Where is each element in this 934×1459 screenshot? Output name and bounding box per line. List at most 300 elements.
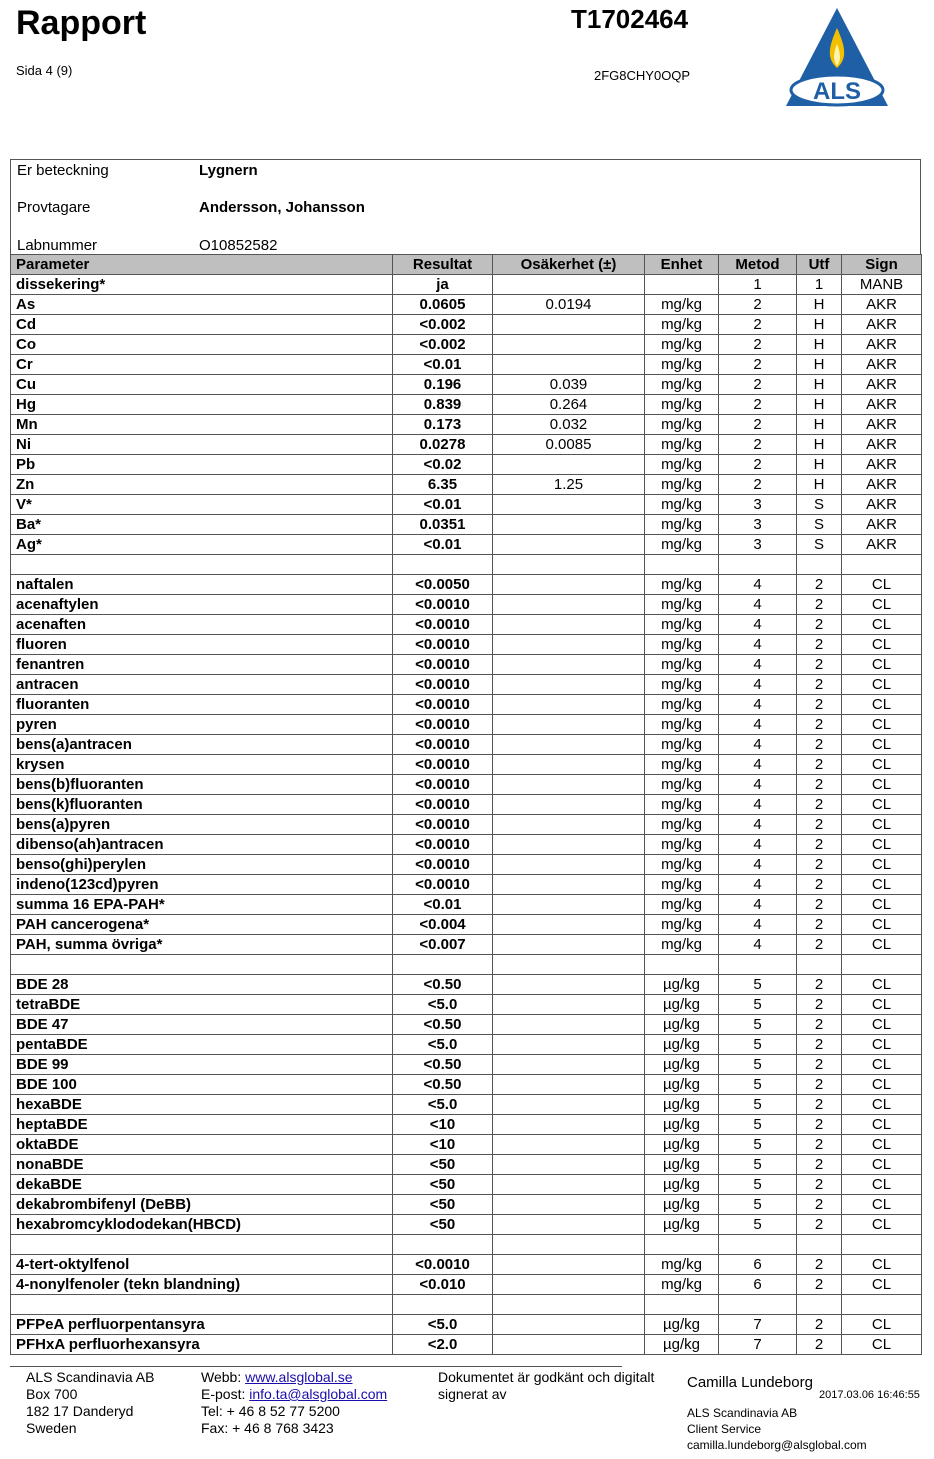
cell-uncertainty <box>493 595 645 615</box>
cell-uncertainty <box>493 775 645 795</box>
sampler-label: Provtagare <box>17 199 91 216</box>
email-label: E-post: <box>201 1386 246 1402</box>
cell-sign: CL <box>842 635 922 655</box>
cell-unit: mg/kg <box>645 635 719 655</box>
cell-parameter: summa 16 EPA-PAH* <box>11 895 393 915</box>
cell-uncertainty <box>493 655 645 675</box>
cell-result: <0.0010 <box>393 635 493 655</box>
table-row <box>11 1315 922 1335</box>
cell-sign: AKR <box>842 515 922 535</box>
cell-sign: CL <box>842 1155 922 1175</box>
table-spacer-row <box>11 1235 922 1255</box>
cell-result: <50 <box>393 1195 493 1215</box>
cell-method <box>719 955 797 975</box>
cell-result: ja <box>393 275 493 295</box>
cell-uncertainty <box>493 995 645 1015</box>
cell-sign: CL <box>842 595 922 615</box>
cell-unit: mg/kg <box>645 575 719 595</box>
cell-method: 2 <box>719 335 797 355</box>
cell-utf: 2 <box>797 1015 842 1035</box>
report-title: Rapport <box>16 4 147 42</box>
cell-result: <50 <box>393 1155 493 1175</box>
table-row <box>11 975 922 995</box>
cell-uncertainty <box>493 1035 645 1055</box>
table-row <box>11 495 922 515</box>
table-row <box>11 375 922 395</box>
cell-utf: 2 <box>797 595 842 615</box>
cell-parameter: BDE 100 <box>11 1075 393 1095</box>
cell-uncertainty <box>493 715 645 735</box>
cell-uncertainty <box>493 855 645 875</box>
cell-sign: CL <box>842 715 922 735</box>
cell-parameter: Zn <box>11 475 393 495</box>
cell-sign <box>842 1295 922 1315</box>
header-uncertainty: Osäkerhet (±) <box>493 255 645 275</box>
cell-uncertainty <box>493 555 645 575</box>
cell-result: <50 <box>393 1175 493 1195</box>
table-row <box>11 1275 922 1295</box>
cell-result: <0.0010 <box>393 655 493 675</box>
cell-parameter: oktaBDE <box>11 1135 393 1155</box>
email-row <box>201 1386 387 1403</box>
cell-method: 7 <box>719 1315 797 1335</box>
cell-utf: S <box>797 535 842 555</box>
footer-company <box>26 1369 154 1437</box>
cell-sign: MANB <box>842 275 922 295</box>
cell-utf: 2 <box>797 1335 842 1355</box>
cell-sign: CL <box>842 855 922 875</box>
cell-method: 4 <box>719 715 797 735</box>
cell-sign: CL <box>842 795 922 815</box>
cell-sign: CL <box>842 1215 922 1235</box>
table-row <box>11 1095 922 1115</box>
cell-utf: 2 <box>797 575 842 595</box>
cell-sign: CL <box>842 735 922 755</box>
cell-sign: AKR <box>842 315 922 335</box>
cell-unit: mg/kg <box>645 535 719 555</box>
table-row <box>11 1155 922 1175</box>
cell-unit <box>645 1295 719 1315</box>
cell-result: <0.002 <box>393 315 493 335</box>
cell-method: 4 <box>719 695 797 715</box>
table-spacer-row <box>11 1295 922 1315</box>
cell-sign: CL <box>842 615 922 635</box>
table-row <box>11 835 922 855</box>
cell-parameter: Ba* <box>11 515 393 535</box>
cell-sign: AKR <box>842 395 922 415</box>
cell-unit: mg/kg <box>645 855 719 875</box>
header-unit: Enhet <box>645 255 719 275</box>
sample-labno-row <box>17 237 277 254</box>
cell-method: 5 <box>719 1035 797 1055</box>
cell-utf: S <box>797 515 842 535</box>
cell-utf: 2 <box>797 1035 842 1055</box>
cell-parameter: BDE 47 <box>11 1015 393 1035</box>
document-code: 2FG8CHY0OQP <box>594 68 691 83</box>
table-row <box>11 535 922 555</box>
cell-result: <0.010 <box>393 1275 493 1295</box>
cell-method: 3 <box>719 515 797 535</box>
table-header-row <box>11 255 922 275</box>
cell-uncertainty <box>493 315 645 335</box>
cell-result: <0.0010 <box>393 675 493 695</box>
cell-unit: µg/kg <box>645 1195 719 1215</box>
cell-result <box>393 1295 493 1315</box>
cell-sign: CL <box>842 1335 922 1355</box>
table-row <box>11 295 922 315</box>
cell-uncertainty <box>493 735 645 755</box>
cell-unit: mg/kg <box>645 335 719 355</box>
cell-unit: mg/kg <box>645 655 719 675</box>
als-logo <box>782 6 892 110</box>
cell-unit: mg/kg <box>645 475 719 495</box>
table-row <box>11 855 922 875</box>
cell-sign: CL <box>842 1075 922 1095</box>
cell-method: 4 <box>719 915 797 935</box>
cell-utf: 2 <box>797 695 842 715</box>
cell-parameter: hexabromcyklododekan(HBCD) <box>11 1215 393 1235</box>
cell-parameter: PAH, summa övriga* <box>11 935 393 955</box>
cell-unit: mg/kg <box>645 615 719 635</box>
cell-method: 2 <box>719 355 797 375</box>
cell-result: <5.0 <box>393 1095 493 1115</box>
cell-unit: mg/kg <box>645 315 719 335</box>
cell-result: <0.0010 <box>393 815 493 835</box>
cell-uncertainty <box>493 1095 645 1115</box>
cell-result: <0.0010 <box>393 695 493 715</box>
cell-result: <0.0010 <box>393 835 493 855</box>
cell-uncertainty <box>493 875 645 895</box>
cell-sign: AKR <box>842 535 922 555</box>
table-row <box>11 455 922 475</box>
cell-utf: 2 <box>797 795 842 815</box>
cell-method: 4 <box>719 895 797 915</box>
cell-result: <0.0010 <box>393 595 493 615</box>
cell-parameter: antracen <box>11 675 393 695</box>
cell-method: 4 <box>719 735 797 755</box>
cell-utf <box>797 1235 842 1255</box>
cell-sign: CL <box>842 1015 922 1035</box>
cell-unit: mg/kg <box>645 735 719 755</box>
cell-utf: 2 <box>797 615 842 635</box>
cell-utf: 2 <box>797 895 842 915</box>
cell-result: 0.173 <box>393 415 493 435</box>
cell-result: <0.0010 <box>393 775 493 795</box>
cell-method: 5 <box>719 1015 797 1035</box>
cell-sign: CL <box>842 695 922 715</box>
cell-unit: mg/kg <box>645 515 719 535</box>
cell-utf: 2 <box>797 635 842 655</box>
cell-method: 4 <box>719 935 797 955</box>
cell-method: 2 <box>719 415 797 435</box>
cell-unit: mg/kg <box>645 355 719 375</box>
cell-utf: 2 <box>797 735 842 755</box>
cell-sign: CL <box>842 995 922 1015</box>
cell-utf <box>797 1295 842 1315</box>
cell-unit: µg/kg <box>645 1055 719 1075</box>
table-row <box>11 335 922 355</box>
cell-sign: AKR <box>842 495 922 515</box>
cell-parameter: Cd <box>11 315 393 335</box>
cell-method: 5 <box>719 1115 797 1135</box>
cell-parameter: krysen <box>11 755 393 775</box>
cell-sign: CL <box>842 575 922 595</box>
cell-method: 5 <box>719 1175 797 1195</box>
table-row <box>11 1335 922 1355</box>
cell-method: 5 <box>719 975 797 995</box>
cell-parameter: Cr <box>11 355 393 375</box>
cell-utf: H <box>797 335 842 355</box>
cell-result: 0.196 <box>393 375 493 395</box>
cell-method: 4 <box>719 635 797 655</box>
cell-uncertainty <box>493 675 645 695</box>
cell-sign <box>842 955 922 975</box>
designation-value: Lygnern <box>199 162 258 179</box>
cell-uncertainty <box>493 1235 645 1255</box>
cell-parameter: benso(ghi)perylen <box>11 855 393 875</box>
cell-sign: AKR <box>842 415 922 435</box>
table-row <box>11 695 922 715</box>
cell-parameter: Mn <box>11 415 393 435</box>
cell-method: 5 <box>719 1095 797 1115</box>
cell-unit: mg/kg <box>645 875 719 895</box>
labno-label: Labnummer <box>17 237 98 254</box>
cell-result: <5.0 <box>393 1315 493 1335</box>
cell-parameter: fluoren <box>11 635 393 655</box>
company-name: ALS Scandinavia AB <box>26 1369 155 1385</box>
cell-sign: CL <box>842 935 922 955</box>
cell-method: 3 <box>719 495 797 515</box>
table-row <box>11 935 922 955</box>
cell-result: 0.0351 <box>393 515 493 535</box>
cell-method: 6 <box>719 1255 797 1275</box>
cell-method: 5 <box>719 1215 797 1235</box>
table-row <box>11 1135 922 1155</box>
cell-uncertainty: 0.264 <box>493 395 645 415</box>
cell-uncertainty <box>493 1315 645 1335</box>
cell-sign: AKR <box>842 295 922 315</box>
cell-unit: mg/kg <box>645 835 719 855</box>
cell-unit <box>645 955 719 975</box>
cell-sign: CL <box>842 675 922 695</box>
cell-result: <0.0010 <box>393 735 493 755</box>
cell-method: 3 <box>719 535 797 555</box>
cell-uncertainty <box>493 515 645 535</box>
cell-sign: CL <box>842 755 922 775</box>
cell-method: 4 <box>719 755 797 775</box>
cell-unit: mg/kg <box>645 1255 719 1275</box>
cell-method: 5 <box>719 1155 797 1175</box>
cell-uncertainty <box>493 455 645 475</box>
cell-method: 5 <box>719 1055 797 1075</box>
web-link[interactable]: www.alsglobal.se <box>245 1369 353 1385</box>
cell-unit: mg/kg <box>645 775 719 795</box>
cell-result: <0.0010 <box>393 795 493 815</box>
cell-uncertainty <box>493 275 645 295</box>
cell-method: 4 <box>719 875 797 895</box>
table-row <box>11 1055 922 1075</box>
cell-parameter: Pb <box>11 455 393 475</box>
cell-result: <0.0010 <box>393 855 493 875</box>
cell-unit <box>645 1235 719 1255</box>
table-row <box>11 815 922 835</box>
cell-method: 2 <box>719 475 797 495</box>
cell-method <box>719 1295 797 1315</box>
cell-utf: H <box>797 375 842 395</box>
table-row <box>11 395 922 415</box>
cell-unit: mg/kg <box>645 455 719 475</box>
sample-designation-row <box>17 162 258 179</box>
table-spacer-row <box>11 555 922 575</box>
cell-parameter: dibenso(ah)antracen <box>11 835 393 855</box>
cell-result: <0.0010 <box>393 875 493 895</box>
cell-unit: mg/kg <box>645 915 719 935</box>
cell-parameter: bens(b)fluoranten <box>11 775 393 795</box>
cell-method: 2 <box>719 435 797 455</box>
cell-result <box>393 1235 493 1255</box>
cell-result: <0.0050 <box>393 575 493 595</box>
cell-unit: mg/kg <box>645 595 719 615</box>
web-label: Webb: <box>201 1369 242 1385</box>
cell-sign: CL <box>842 1055 922 1075</box>
cell-utf: 2 <box>797 1315 842 1335</box>
cell-method: 1 <box>719 275 797 295</box>
signed-timestamp: 2017.03.06 16:46:55 <box>819 1389 920 1401</box>
page-number: Sida 4 (9) <box>16 63 73 78</box>
cell-uncertainty <box>493 915 645 935</box>
cell-result <box>393 955 493 975</box>
cell-utf: 2 <box>797 1155 842 1175</box>
cell-result: <0.50 <box>393 1015 493 1035</box>
signer-company: ALS Scandinavia AB <box>687 1406 798 1420</box>
cell-parameter: fluoranten <box>11 695 393 715</box>
company-box: Box 700 <box>26 1386 78 1402</box>
cell-sign: CL <box>842 835 922 855</box>
table-row <box>11 1215 922 1235</box>
cell-method: 4 <box>719 615 797 635</box>
cell-unit: µg/kg <box>645 995 719 1015</box>
cell-unit: µg/kg <box>645 1215 719 1235</box>
cell-parameter: dissekering* <box>11 275 393 295</box>
cell-utf: 2 <box>797 1215 842 1235</box>
table-row <box>11 735 922 755</box>
cell-result: <0.01 <box>393 895 493 915</box>
cell-uncertainty <box>493 615 645 635</box>
table-row <box>11 875 922 895</box>
sample-sampler-row <box>17 199 365 216</box>
cell-sign: AKR <box>842 435 922 455</box>
table-row <box>11 415 922 435</box>
cell-utf: 2 <box>797 915 842 935</box>
cell-sign: CL <box>842 1035 922 1055</box>
cell-uncertainty <box>493 935 645 955</box>
cell-uncertainty <box>493 1075 645 1095</box>
cell-parameter: Hg <box>11 395 393 415</box>
cell-utf: 2 <box>797 775 842 795</box>
cell-method: 4 <box>719 575 797 595</box>
cell-parameter: bens(k)fluoranten <box>11 795 393 815</box>
cell-unit: µg/kg <box>645 1115 719 1135</box>
cell-sign: CL <box>842 775 922 795</box>
fax: Fax: + 46 8 768 3423 <box>201 1420 334 1436</box>
table-row <box>11 755 922 775</box>
cell-uncertainty <box>493 1015 645 1035</box>
cell-unit: mg/kg <box>645 375 719 395</box>
cell-method: 4 <box>719 595 797 615</box>
cell-sign: CL <box>842 1175 922 1195</box>
cell-utf: 2 <box>797 655 842 675</box>
cell-parameter: bens(a)antracen <box>11 735 393 755</box>
cell-unit: mg/kg <box>645 895 719 915</box>
cell-utf: 2 <box>797 975 842 995</box>
cell-method: 5 <box>719 995 797 1015</box>
cell-parameter: PFPeA perfluorpentansyra <box>11 1315 393 1335</box>
cell-utf: H <box>797 395 842 415</box>
footer-divider <box>10 1366 622 1367</box>
cell-uncertainty <box>493 355 645 375</box>
cell-uncertainty <box>493 1215 645 1235</box>
cell-result: <0.50 <box>393 1055 493 1075</box>
cell-parameter: As <box>11 295 393 315</box>
table-row <box>11 635 922 655</box>
cell-result: <0.0010 <box>393 755 493 775</box>
cell-sign: CL <box>842 1195 922 1215</box>
cell-method: 7 <box>719 1335 797 1355</box>
cell-sign <box>842 555 922 575</box>
cell-result: <10 <box>393 1115 493 1135</box>
cell-uncertainty <box>493 795 645 815</box>
email-link[interactable]: info.ta@alsglobal.com <box>249 1386 388 1402</box>
cell-result <box>393 555 493 575</box>
cell-unit: mg/kg <box>645 495 719 515</box>
cell-result: <0.01 <box>393 355 493 375</box>
cell-sign: CL <box>842 895 922 915</box>
cell-utf: 2 <box>797 755 842 775</box>
cell-method: 4 <box>719 835 797 855</box>
cell-uncertainty: 0.039 <box>493 375 645 395</box>
cell-unit: µg/kg <box>645 1035 719 1055</box>
cell-uncertainty: 0.0194 <box>493 295 645 315</box>
cell-uncertainty: 1.25 <box>493 475 645 495</box>
cell-utf: H <box>797 355 842 375</box>
cell-result: <5.0 <box>393 995 493 1015</box>
cell-sign: AKR <box>842 335 922 355</box>
cell-result: 6.35 <box>393 475 493 495</box>
cell-parameter: BDE 99 <box>11 1055 393 1075</box>
cell-unit: µg/kg <box>645 1315 719 1335</box>
table-row <box>11 355 922 375</box>
cell-unit: mg/kg <box>645 395 719 415</box>
header-method: Metod <box>719 255 797 275</box>
cell-method: 5 <box>719 1075 797 1095</box>
cell-unit: mg/kg <box>645 1275 719 1295</box>
cell-utf: 2 <box>797 835 842 855</box>
cell-method: 2 <box>719 375 797 395</box>
cell-method: 2 <box>719 455 797 475</box>
cell-uncertainty <box>493 1275 645 1295</box>
cell-result: <10 <box>393 1135 493 1155</box>
cell-utf: 2 <box>797 875 842 895</box>
results-table <box>10 254 922 1355</box>
table-row <box>11 435 922 455</box>
cell-parameter: BDE 28 <box>11 975 393 995</box>
designation-label: Er beteckning <box>17 162 109 179</box>
approval-line-2: signerat av <box>438 1386 507 1402</box>
cell-parameter: 4-tert-oktylfenol <box>11 1255 393 1275</box>
cell-parameter: tetraBDE <box>11 995 393 1015</box>
company-country: Sweden <box>26 1420 77 1436</box>
cell-utf: 2 <box>797 715 842 735</box>
